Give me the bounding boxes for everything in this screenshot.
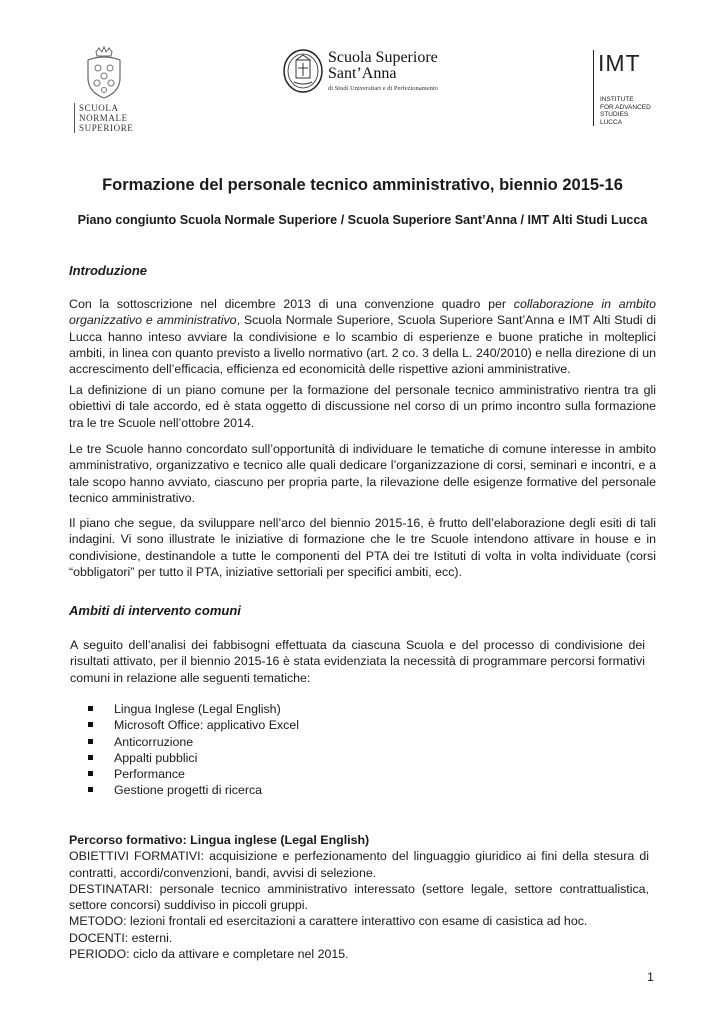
course-obiettivi: OBIETTIVI FORMATIVI: acquisizione e perfezionamento del linguaggio giuridico ai fini della stesura di contratti, accordi/convenzioni, bandi, avvisi di selezione. bbox=[69, 849, 649, 880]
ssa-logo-line: Scuola Superiore bbox=[328, 49, 438, 66]
bullet-square-icon bbox=[88, 739, 93, 744]
list-item bbox=[88, 766, 299, 782]
list-item bbox=[88, 717, 299, 733]
topics-list bbox=[88, 701, 299, 799]
imt-logo-box bbox=[593, 50, 663, 126]
intro-p1-italic: collaborazione in ambito organizzativo e amministrativo bbox=[69, 297, 656, 328]
list-item-label: Microsoft Office: applicativo Excel bbox=[114, 718, 300, 733]
intro-paragraph-4: Il piano che segue, da sviluppare nell’arco del biennio 2015-16, è frutto dell’elaborazione degli esiti di tali indagini. Vi sono illustrate le iniziative di formazione che le tre Scuole intendono attivare in house e in condivisione, destinandole a tutte le componenti del PTA dei tre Istituti di volta in volta individuate (corsi “obbligatori” per tutto il PTA, iniziative settoriali per specifici ambiti, ecc). bbox=[69, 516, 656, 579]
list-item-label: Appalti pubblici bbox=[114, 750, 198, 765]
sns-crest-icon bbox=[82, 46, 126, 100]
bullet-square-icon bbox=[88, 722, 93, 727]
list-item-label: Lingua Inglese (Legal English) bbox=[114, 702, 281, 716]
imt-logo-subtitle: INSTITUTE FOR ADVANCED STUDIES LUCCA bbox=[600, 96, 651, 126]
sns-logo-line: SUPERIORE bbox=[79, 123, 134, 133]
bullet-square-icon bbox=[88, 771, 93, 776]
course-block bbox=[69, 832, 649, 962]
list-item-label: Performance bbox=[114, 767, 185, 782]
intro-p1-start: Con la sottoscrizione nel dicembre 2013 di una convenzione quadro per bbox=[69, 297, 514, 311]
ssa-logo-line: Sant’Anna bbox=[328, 65, 397, 82]
list-item bbox=[88, 734, 299, 750]
bullet-square-icon bbox=[88, 787, 93, 792]
intro-paragraph-2: La definizione di un piano comune per la formazione del personale tecnico amministrativo rientra tra gli obiettivi di tale accordo, ed è stata oggetto di discussione nel corso di un primo incontro sulla formazione tra le tre Scuole nell’ottobre 2014. bbox=[69, 383, 656, 430]
document-subtitle: Piano congiunto Scuola Normale Superiore / Scuola Superiore Sant’Anna / IMT Alti Studi Lucca bbox=[77, 213, 648, 227]
page-number: 1 bbox=[647, 970, 654, 984]
course-destinatari: DESTINATARI: personale tecnico amministrativo interessato (settore legale, settore contrattualistica, settore concorsi) suddiviso in piccoli gruppi. bbox=[69, 881, 649, 913]
imt-logo bbox=[593, 50, 663, 126]
section-heading-introduzione: Introduzione bbox=[69, 263, 147, 278]
intro-paragraph-3: Le tre Scuole hanno concordato sull’opportunità di individuare le tematiche di comune interesse in ambito amministrativo, organizzativo e tecnico alle quali dedicare l’organizzazione di corsi, seminari e incontri, e a tale scopo hanno avviato, ciascuno per propria parte, la rilevazione delle esigenze formative del personale tecnico amministrativo. bbox=[69, 442, 656, 505]
list-item bbox=[88, 782, 299, 798]
intro-p1-end: , Scuola Normale Superiore, Scuola Superiore Sant’Anna e IMT Alti Studi di Lucca hanno inteso avviare la condivisione e lo scambio di esperienze e buone pratiche in molteplici ambiti, in linea con quanto previsto a livello normativo (art. 2 co. 3 della L. 240/2010) e nella direzione di un accrescimento dell’efficacia, efficienza ed economicità delle rispettive azioni amministrative. bbox=[69, 313, 657, 377]
imt-logo-word: IMT bbox=[598, 50, 641, 76]
ssa-seal-icon bbox=[282, 48, 324, 94]
sns-logo bbox=[74, 46, 144, 133]
bullet-square-icon bbox=[88, 706, 93, 711]
list-item bbox=[88, 750, 299, 766]
list-item bbox=[88, 701, 299, 717]
list-item-label: Anticorruzione bbox=[114, 734, 194, 749]
sns-logo-line: SCUOLA bbox=[79, 103, 119, 113]
course-title: Percorso formativo: Lingua inglese (Legal English) bbox=[69, 833, 370, 847]
course-metodo: METODO: lezioni frontali ed esercitazioni a carattere interattivo con esame di casistica ad hoc. bbox=[69, 914, 588, 929]
course-periodo: PERIODO: ciclo da attivare e completare nel 2015. bbox=[69, 947, 349, 962]
sns-logo-text bbox=[74, 103, 144, 133]
ssa-logo-name bbox=[328, 50, 438, 82]
bullet-square-icon bbox=[88, 755, 93, 760]
document-title: Formazione del personale tecnico amministrativo, biennio 2015-16 bbox=[102, 176, 623, 194]
course-docenti: DOCENTI: esterni. bbox=[69, 930, 173, 945]
ssa-logo-subtitle: di Studi Universitari e di Perfezionamento bbox=[328, 85, 438, 92]
sns-logo-line: NORMALE bbox=[79, 113, 128, 123]
intro-paragraph-1 bbox=[69, 296, 656, 377]
section-heading-ambiti: Ambiti di intervento comuni bbox=[69, 603, 241, 618]
ambiti-paragraph: A seguito dell’analisi dei fabbisogni effettuata da ciascuna Scuola e del processo di condivisione dei risultati attivato, per il biennio 2015-16 è stata evidenziata la necessità di programmare percorsi formativi comuni in relazione alle seguenti tematiche: bbox=[70, 638, 645, 685]
list-item-label: Gestione progetti di ricerca bbox=[114, 783, 263, 798]
